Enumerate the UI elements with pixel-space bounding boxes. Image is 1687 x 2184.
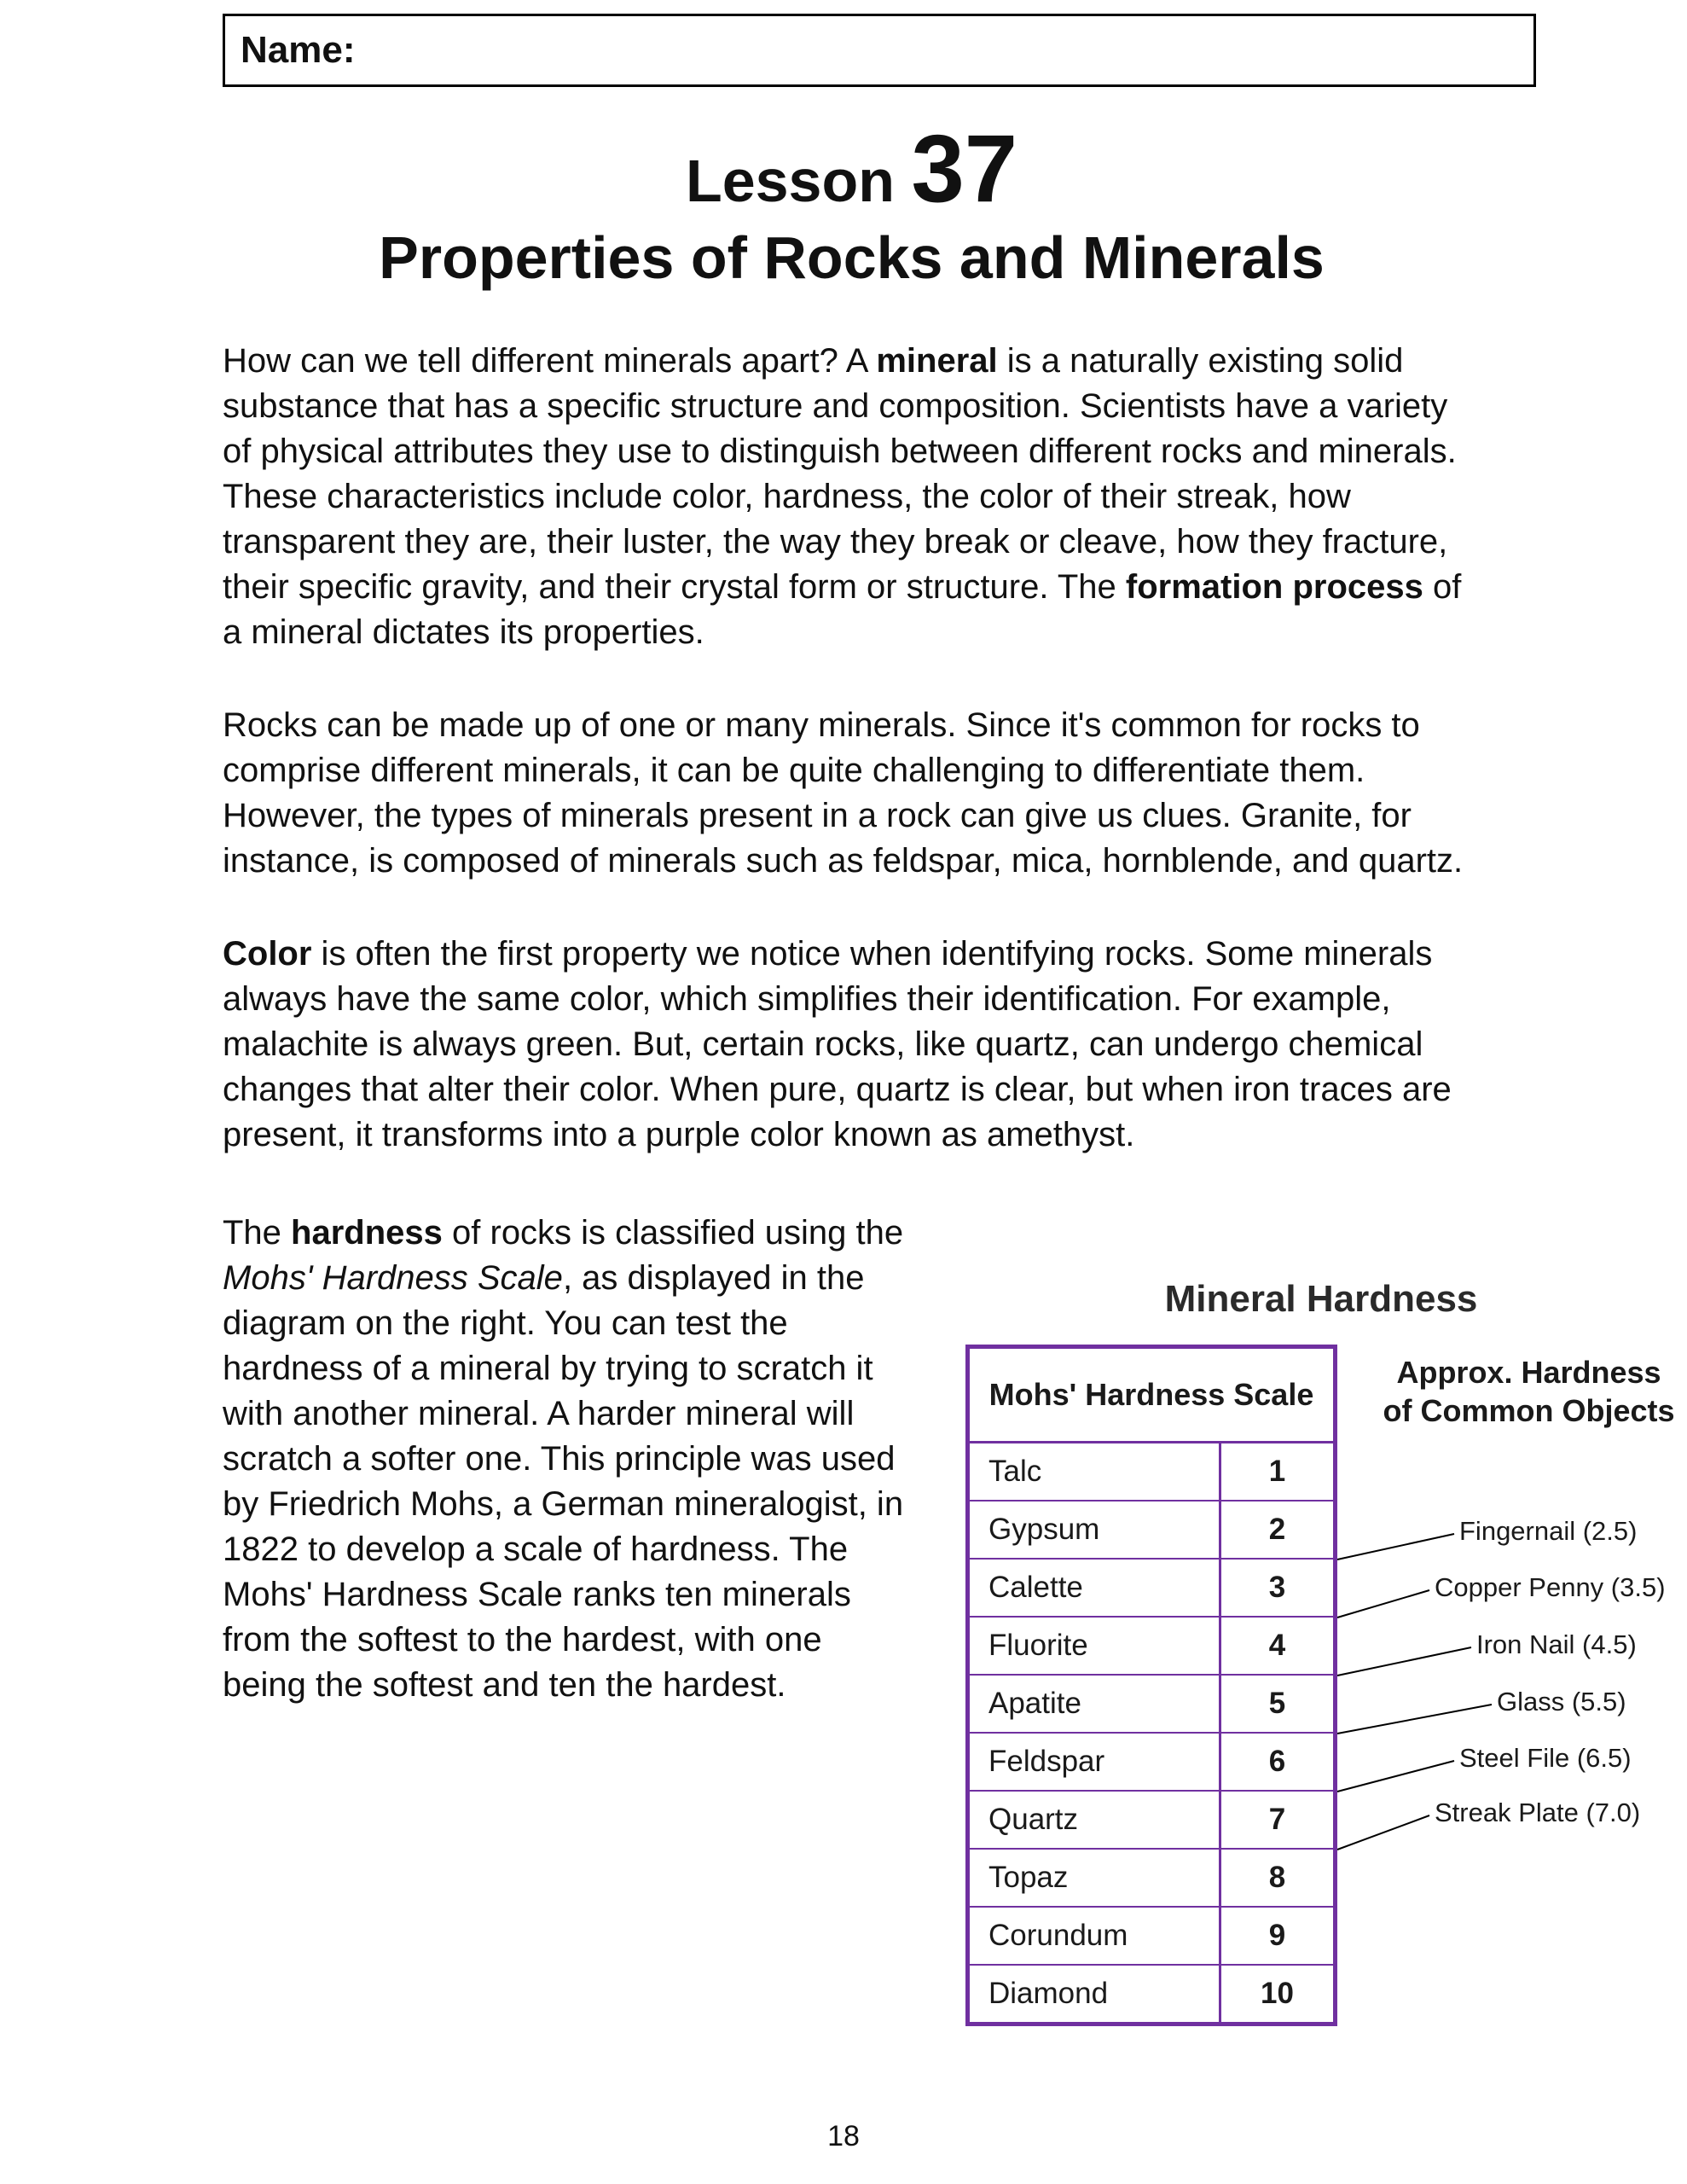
object-label-iron-nail: Iron Nail (4.5): [1476, 1629, 1637, 1659]
hardness-value-cell: 3: [1268, 1571, 1286, 1604]
connector-line-fingernail: [1337, 1534, 1454, 1560]
table-row-apatite: [970, 1674, 1333, 1732]
mineral-name-cell: Feldspar: [970, 1734, 1221, 1790]
text-segment: The: [223, 1214, 292, 1252]
diagram-title: Mineral Hardness: [1164, 1278, 1478, 1320]
mineral-name-cell: Corundum: [970, 1908, 1221, 1964]
mineral-name-cell: Apatite: [970, 1676, 1221, 1732]
bold-term-color: Color: [223, 935, 312, 973]
hardness-value-cell: 7: [1268, 1803, 1286, 1836]
mineral-name-cell: Topaz: [970, 1850, 1221, 1906]
text-segment: of a mineral dictates its properties.: [223, 568, 1462, 651]
mineral-name-cell: Quartz: [970, 1792, 1221, 1848]
mineral-name-cell: Diamond: [970, 1966, 1221, 2022]
connector-line-streak-plate: [1337, 1815, 1429, 1850]
name-field[interactable]: [223, 14, 1536, 87]
lesson-title-line: [223, 115, 1481, 222]
table-row-corundum: [970, 1906, 1333, 1964]
object-label-glass: Glass (5.5): [1497, 1687, 1626, 1716]
hardness-value-cell: 5: [1268, 1687, 1286, 1720]
table-row-talc: [970, 1443, 1333, 1500]
connector-line-steel-file: [1337, 1761, 1454, 1792]
text-segment: , as displayed in the diagram on the right. You can test the hardness of a mineral by trying to scratch it with another mineral. A harder mineral will scratch a softer one. This principle was used by Friedrich Mohs, a German mineralogist, in 1822 to develop a scale of hardness. The Mohs' Hardness Scale ranks ten minerals from the softest to the hardest, with one being the softest and ten the hardest.: [223, 1259, 904, 1704]
paragraph-color: [223, 932, 1481, 1158]
page-subtitle: Properties of Rocks and Minerals: [379, 224, 1325, 291]
text-segment: of rocks is classified using the: [442, 1214, 904, 1252]
object-label-fingernail: Fingernail (2.5): [1459, 1516, 1638, 1546]
bold-term-mineral: mineral: [876, 342, 998, 380]
mohs-hardness-table: [965, 1345, 1337, 2026]
object-label-copper-penny: Copper Penny (3.5): [1435, 1572, 1666, 1602]
mineral-hardness-diagram: [955, 1278, 1687, 2063]
text-segment: Rocks can be made up of one or many minerals. Since it's common for rocks to comprise different minerals, it can be quite challenging to differentiate them. However, the types of minerals present in a rock can give us clues. Granite, for instance, is composed of minerals such as feldspar, mica, hornblende, and quartz.: [223, 706, 1464, 880]
page-number: 18: [827, 2120, 860, 2152]
hardness-value-cell: 4: [1268, 1629, 1286, 1662]
hardness-value-cell: 8: [1268, 1861, 1286, 1894]
lesson-word: Lesson: [685, 148, 896, 214]
paragraph-intro: [223, 339, 1481, 655]
objects-header-line1: Approx. Hardness: [1396, 1355, 1661, 1390]
bold-term-hardness: hardness: [291, 1214, 443, 1252]
text-segment: How can we tell different minerals apart? A: [223, 342, 877, 380]
hardness-value-cell: 9: [1268, 1919, 1286, 1952]
mineral-name-cell: Fluorite: [970, 1618, 1221, 1674]
connector-line-glass: [1337, 1705, 1492, 1734]
table-row-fluorite: [970, 1616, 1333, 1674]
italic-term-mohs-scale: Mohs' Hardness Scale: [223, 1259, 563, 1297]
connector-line-iron-nail: [1337, 1647, 1471, 1676]
text-segment: is often the first property we notice when identifying rocks. Some minerals always have the same color, which simplifies their identification. For example, malachite is always green. But, certain rocks, like quartz, can undergo chemical changes that alter their color. When pure, quartz is clear, but when iron traces are present, it transforms into a purple color known as amethyst.: [223, 935, 1452, 1153]
hardness-value-cell: 2: [1268, 1513, 1286, 1546]
hardness-value-cell: 6: [1268, 1745, 1286, 1778]
table-row-topaz: [970, 1848, 1333, 1906]
object-label-streak-plate: Streak Plate (7.0): [1435, 1798, 1641, 1827]
lesson-number: 37: [911, 115, 1018, 222]
text-segment: is a naturally existing solid substance that has a specific structure and composition. Scientists have a variety of physical attributes they use to distinguish between different rocks and minerals. These characteristics include color, hardness, the color of their streak, how transparent they are, their luster, the way they break or cleave, how they fracture, their specific gravity, and their crystal form or structure. The: [223, 342, 1457, 606]
table-row-diamond: [970, 1964, 1333, 2022]
hardness-value-cell: 10: [1261, 1977, 1294, 2010]
hardness-value-cell: 1: [1268, 1455, 1286, 1488]
objects-header-line2: of Common Objects: [1383, 1393, 1675, 1428]
paragraph-rocks: [223, 703, 1481, 884]
name-label: Name:: [241, 29, 356, 71]
object-label-steel-file: Steel File (6.5): [1459, 1743, 1632, 1773]
lesson-space: [895, 148, 911, 214]
mineral-name-cell: Talc: [970, 1443, 1221, 1500]
table-row-calette: [970, 1558, 1333, 1616]
table-row-gypsum: [970, 1500, 1333, 1558]
table-header: Mohs' Hardness Scale: [970, 1349, 1333, 1443]
paragraph-hardness: [223, 1211, 913, 1708]
table-row-feldspar: [970, 1732, 1333, 1790]
mineral-name-cell: Calette: [970, 1560, 1221, 1616]
table-row-quartz: [970, 1790, 1333, 1848]
connector-line-copper-penny: [1337, 1590, 1429, 1618]
bold-term-formation-process: formation process: [1125, 568, 1423, 606]
objects-header: [1382, 1353, 1676, 1430]
mineral-name-cell: Gypsum: [970, 1502, 1221, 1558]
